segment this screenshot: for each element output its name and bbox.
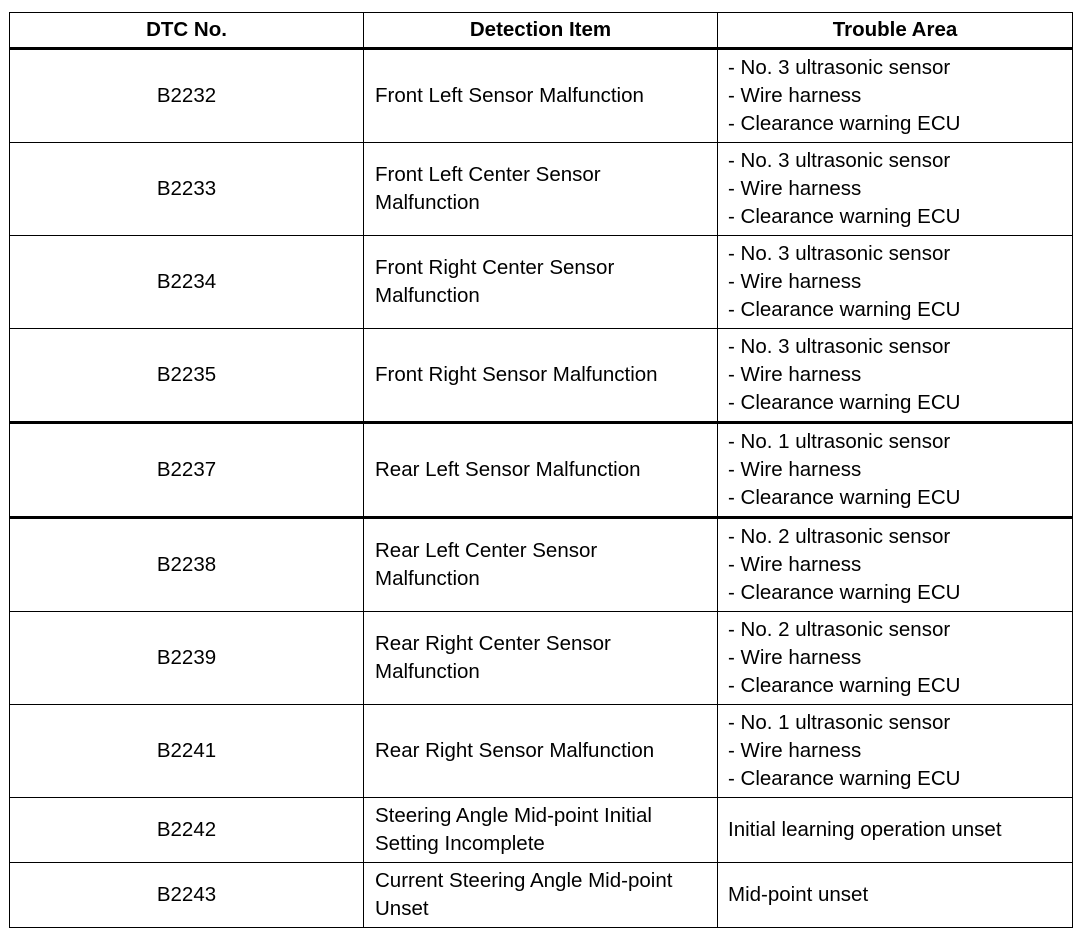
trouble-area-line: - No. 1 ultrasonic sensor bbox=[728, 430, 951, 453]
trouble-area-line: - Clearance warning ECU bbox=[728, 205, 961, 228]
table-row bbox=[10, 329, 1073, 423]
header-detection-item: Detection Item bbox=[364, 13, 718, 49]
table-row bbox=[10, 798, 1073, 863]
trouble-area-line: - Wire harness bbox=[728, 739, 862, 762]
detection-item-line: Rear Right Sensor Malfunction bbox=[375, 739, 655, 762]
detection-item bbox=[364, 236, 718, 329]
dtc-code: B2232 bbox=[10, 49, 364, 143]
trouble-area-line: - Clearance warning ECU bbox=[728, 112, 961, 135]
trouble-area bbox=[718, 798, 1073, 863]
trouble-area-line: - No. 3 ultrasonic sensor bbox=[728, 242, 951, 265]
detection-item bbox=[364, 49, 718, 143]
detection-item-line: Malfunction bbox=[375, 284, 480, 307]
detection-item-line: Rear Right Center Sensor bbox=[375, 632, 611, 655]
trouble-area-line: - No. 2 ultrasonic sensor bbox=[728, 525, 951, 548]
trouble-area bbox=[718, 49, 1073, 143]
detection-item-line: Malfunction bbox=[375, 567, 480, 590]
trouble-area bbox=[718, 423, 1073, 518]
trouble-area-line: - Clearance warning ECU bbox=[728, 767, 961, 790]
table-row bbox=[10, 423, 1073, 518]
detection-item-line: Current Steering Angle Mid-point bbox=[375, 869, 673, 892]
trouble-area bbox=[718, 518, 1073, 612]
detection-item bbox=[364, 423, 718, 518]
trouble-area-line: - Wire harness bbox=[728, 458, 862, 481]
detection-item bbox=[364, 143, 718, 236]
trouble-area-line: - Clearance warning ECU bbox=[728, 674, 961, 697]
trouble-area-line: - Wire harness bbox=[728, 270, 862, 293]
dtc-code: B2242 bbox=[10, 798, 364, 863]
table-row bbox=[10, 49, 1073, 143]
detection-item-line: Front Right Center Sensor bbox=[375, 256, 615, 279]
table-body bbox=[10, 49, 1073, 928]
trouble-area-line: Mid-point unset bbox=[728, 883, 869, 906]
trouble-area-line: Initial learning operation unset bbox=[728, 818, 1002, 841]
trouble-area-line: - No. 2 ultrasonic sensor bbox=[728, 618, 951, 641]
trouble-area bbox=[718, 236, 1073, 329]
trouble-area bbox=[718, 705, 1073, 798]
detection-item-line: Setting Incomplete bbox=[375, 832, 545, 855]
header-dtc-no: DTC No. bbox=[10, 13, 364, 49]
trouble-area-line: - Wire harness bbox=[728, 646, 862, 669]
dtc-code: B2243 bbox=[10, 863, 364, 928]
detection-item-line: Steering Angle Mid-point Initial bbox=[375, 804, 652, 827]
table-row bbox=[10, 143, 1073, 236]
detection-item bbox=[364, 863, 718, 928]
table-row bbox=[10, 612, 1073, 705]
trouble-area bbox=[718, 143, 1073, 236]
detection-item bbox=[364, 705, 718, 798]
trouble-area-line: - No. 1 ultrasonic sensor bbox=[728, 711, 951, 734]
table-row bbox=[10, 705, 1073, 798]
detection-item bbox=[364, 798, 718, 863]
trouble-area-line: - Clearance warning ECU bbox=[728, 391, 961, 414]
dtc-code: B2235 bbox=[10, 329, 364, 423]
detection-item bbox=[364, 329, 718, 423]
trouble-area-line: - Wire harness bbox=[728, 363, 862, 386]
table-row bbox=[10, 236, 1073, 329]
table-row bbox=[10, 518, 1073, 612]
dtc-table bbox=[9, 12, 1073, 928]
dtc-code: B2233 bbox=[10, 143, 364, 236]
detection-item-line: Unset bbox=[375, 897, 429, 920]
detection-item-line: Front Left Sensor Malfunction bbox=[375, 84, 644, 107]
dtc-code: B2239 bbox=[10, 612, 364, 705]
dtc-code: B2238 bbox=[10, 518, 364, 612]
detection-item bbox=[364, 518, 718, 612]
detection-item-line: Rear Left Sensor Malfunction bbox=[375, 458, 641, 481]
trouble-area bbox=[718, 612, 1073, 705]
trouble-area bbox=[718, 863, 1073, 928]
trouble-area-line: - Clearance warning ECU bbox=[728, 298, 961, 321]
trouble-area-line: - Clearance warning ECU bbox=[728, 581, 961, 604]
trouble-area-line: - No. 3 ultrasonic sensor bbox=[728, 56, 951, 79]
dtc-code: B2237 bbox=[10, 423, 364, 518]
trouble-area bbox=[718, 329, 1073, 423]
detection-item-line: Front Left Center Sensor bbox=[375, 163, 601, 186]
trouble-area-line: - Wire harness bbox=[728, 84, 862, 107]
detection-item-line: Malfunction bbox=[375, 660, 480, 683]
table-row bbox=[10, 863, 1073, 928]
trouble-area-line: - Clearance warning ECU bbox=[728, 486, 961, 509]
trouble-area-line: - Wire harness bbox=[728, 553, 862, 576]
header-trouble-area: Trouble Area bbox=[718, 13, 1073, 49]
detection-item-line: Malfunction bbox=[375, 191, 480, 214]
dtc-code: B2234 bbox=[10, 236, 364, 329]
detection-item-line: Rear Left Center Sensor bbox=[375, 539, 598, 562]
dtc-code: B2241 bbox=[10, 705, 364, 798]
trouble-area-line: - No. 3 ultrasonic sensor bbox=[728, 335, 951, 358]
trouble-area-line: - No. 3 ultrasonic sensor bbox=[728, 149, 951, 172]
detection-item-line: Front Right Sensor Malfunction bbox=[375, 363, 658, 386]
trouble-area-line: - Wire harness bbox=[728, 177, 862, 200]
header-row bbox=[10, 13, 1073, 49]
detection-item bbox=[364, 612, 718, 705]
